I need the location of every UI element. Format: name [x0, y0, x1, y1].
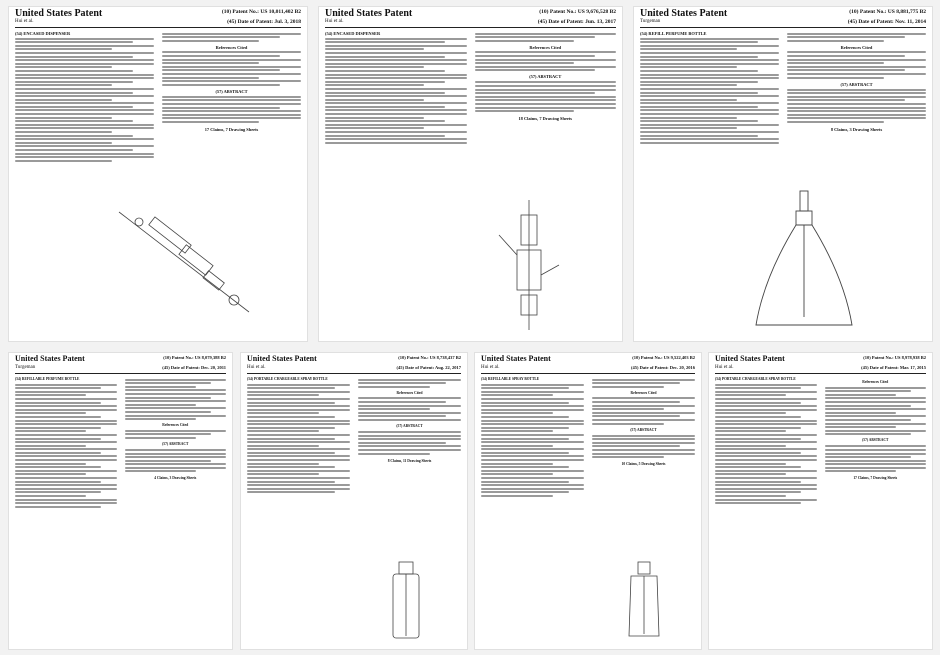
abstract-heading: (57) ABSTRACT — [396, 423, 423, 428]
references-heading: References Cited — [840, 44, 873, 50]
patent-date: (45) Date of Patent: Aug. 22, 2017 — [396, 365, 461, 370]
inventor-name: Turgeman — [640, 19, 661, 24]
patent-header — [15, 7, 301, 28]
right-column — [787, 31, 926, 132]
claims-count: 10 Claims, 5 Drawing Sheets — [621, 462, 666, 467]
patent-title: (54) REFILL PERFUME BOTTLE — [640, 31, 707, 36]
office-title: United States Patent — [640, 8, 728, 19]
references-heading: References Cited — [862, 380, 889, 384]
patent-page-3 — [633, 6, 933, 342]
patent-page-6 — [474, 352, 702, 650]
inventor-name: Hui et al. — [481, 365, 500, 370]
patent-title: (54) PORTABLE CHARGEABLE SPRAY BOTTLE — [715, 377, 796, 381]
patent-number: (10) Patent No.: US 8,079,388 B2 — [163, 355, 226, 360]
inventor-name: Hui et al. — [325, 19, 344, 24]
references-heading: References Cited — [529, 44, 562, 50]
patent-date: (45) Date of Patent: Jun. 13, 2017 — [537, 19, 616, 25]
inventor-name: Hui et al. — [247, 365, 266, 370]
patent-title: (54) ENCASED DISPENSER — [15, 31, 71, 36]
dispenser-drawing — [109, 192, 259, 332]
abstract-heading: (57) ABSTRACT — [215, 88, 248, 94]
left-column — [15, 377, 117, 509]
patent-page-7 — [708, 352, 933, 650]
references-heading: References Cited — [396, 390, 423, 395]
patent-header — [15, 353, 226, 374]
office-title: United States Patent — [325, 8, 413, 19]
references-heading: References Cited — [162, 423, 189, 428]
claims-count: 8 Claims, 11 Drawing Sheets — [387, 458, 432, 463]
patent-header — [247, 353, 461, 374]
right-column — [162, 31, 301, 132]
office-title: United States Patent — [247, 354, 317, 363]
patent-date: (45) Date of Patent: Jul. 3, 2018 — [227, 19, 301, 25]
office-title: United States Patent — [481, 354, 551, 363]
claims-count: 8 Claims, 3 Drawing Sheets — [830, 126, 883, 132]
references-heading: References Cited — [630, 390, 657, 395]
right-column — [125, 377, 227, 481]
patent-header — [325, 7, 616, 28]
office-title: United States Patent — [715, 354, 785, 363]
patent-number: (10) Patent No.: US 9,522,403 B2 — [632, 355, 695, 360]
claims-count: 4 Claims, 3 Drawing Sheets — [154, 476, 197, 481]
left-column — [715, 377, 817, 506]
patent-date: (45) Date of Patent: Mar. 17, 2015 — [861, 365, 926, 370]
right-column — [475, 31, 617, 121]
patent-page-2 — [318, 6, 623, 342]
left-column — [640, 31, 779, 145]
patent-header — [640, 7, 926, 28]
abstract-heading: (57) ABSTRACT — [162, 441, 189, 446]
claims-count: 17 Claims, 7 Drawing Sheets — [204, 126, 259, 132]
perfume-bottle-drawing — [734, 187, 874, 337]
patent-date: (45) Date of Patent: Dec. 20, 2016 — [631, 365, 695, 370]
patent-header — [715, 353, 926, 374]
dispenser-drawing — [469, 195, 589, 335]
left-column — [325, 31, 467, 145]
abstract-heading: (57) ABSTRACT — [529, 74, 562, 80]
patent-page-4 — [8, 352, 233, 650]
office-title: United States Patent — [15, 8, 103, 19]
right-column — [592, 377, 695, 467]
inventor-name: Hui et al. — [715, 365, 734, 370]
spray-bottle-drawing — [609, 558, 679, 643]
patent-page-5 — [240, 352, 468, 650]
abstract-heading: (57) ABSTRACT — [862, 438, 889, 443]
left-column — [15, 31, 154, 163]
patent-date: (45) Date of Patent: Nov. 11, 2014 — [847, 19, 926, 25]
patent-number: (10) Patent No.: US 8,978,938 B2 — [863, 355, 926, 360]
patent-number: (10) Patent No.: US 9,676,528 B2 — [539, 9, 616, 15]
right-column — [825, 377, 927, 481]
abstract-heading: (57) ABSTRACT — [630, 427, 657, 432]
claims-count: 18 Claims, 7 Drawing Sheets — [518, 116, 573, 122]
inventor-name: Hui et al. — [15, 19, 34, 24]
left-column — [481, 377, 584, 499]
right-column — [358, 377, 461, 464]
patent-number: (10) Patent No.: US 8,738,437 B2 — [398, 355, 461, 360]
patent-header — [481, 353, 695, 374]
patent-number: (10) Patent No.: US 8,881,775 B2 — [849, 9, 926, 15]
references-heading: References Cited — [215, 44, 248, 50]
patent-title: (54) PORTABLE CHARGEABLE SPRAY BOTTLE — [247, 377, 328, 381]
patent-date: (45) Date of Patent: Dec. 20, 2011 — [162, 365, 226, 370]
office-title: United States Patent — [15, 354, 85, 363]
patent-page-1 — [8, 6, 308, 342]
spray-bottle-drawing — [371, 558, 441, 643]
abstract-heading: (57) ABSTRACT — [840, 81, 873, 87]
patent-title: (54) REFILLABLE SPRAY BOTTLE — [481, 377, 540, 381]
inventor-name: Turgeman — [15, 365, 36, 370]
claims-count: 17 Claims, 7 Drawing Sheets — [853, 476, 898, 481]
left-column — [247, 377, 350, 495]
patent-title: (54) REFILLABLE PERFUME BOTTLE — [15, 377, 80, 381]
patent-number: (10) Patent No.: US 10,011,402 B2 — [221, 9, 301, 15]
patent-title: (54) ENCASED DISPENSER — [325, 31, 381, 36]
